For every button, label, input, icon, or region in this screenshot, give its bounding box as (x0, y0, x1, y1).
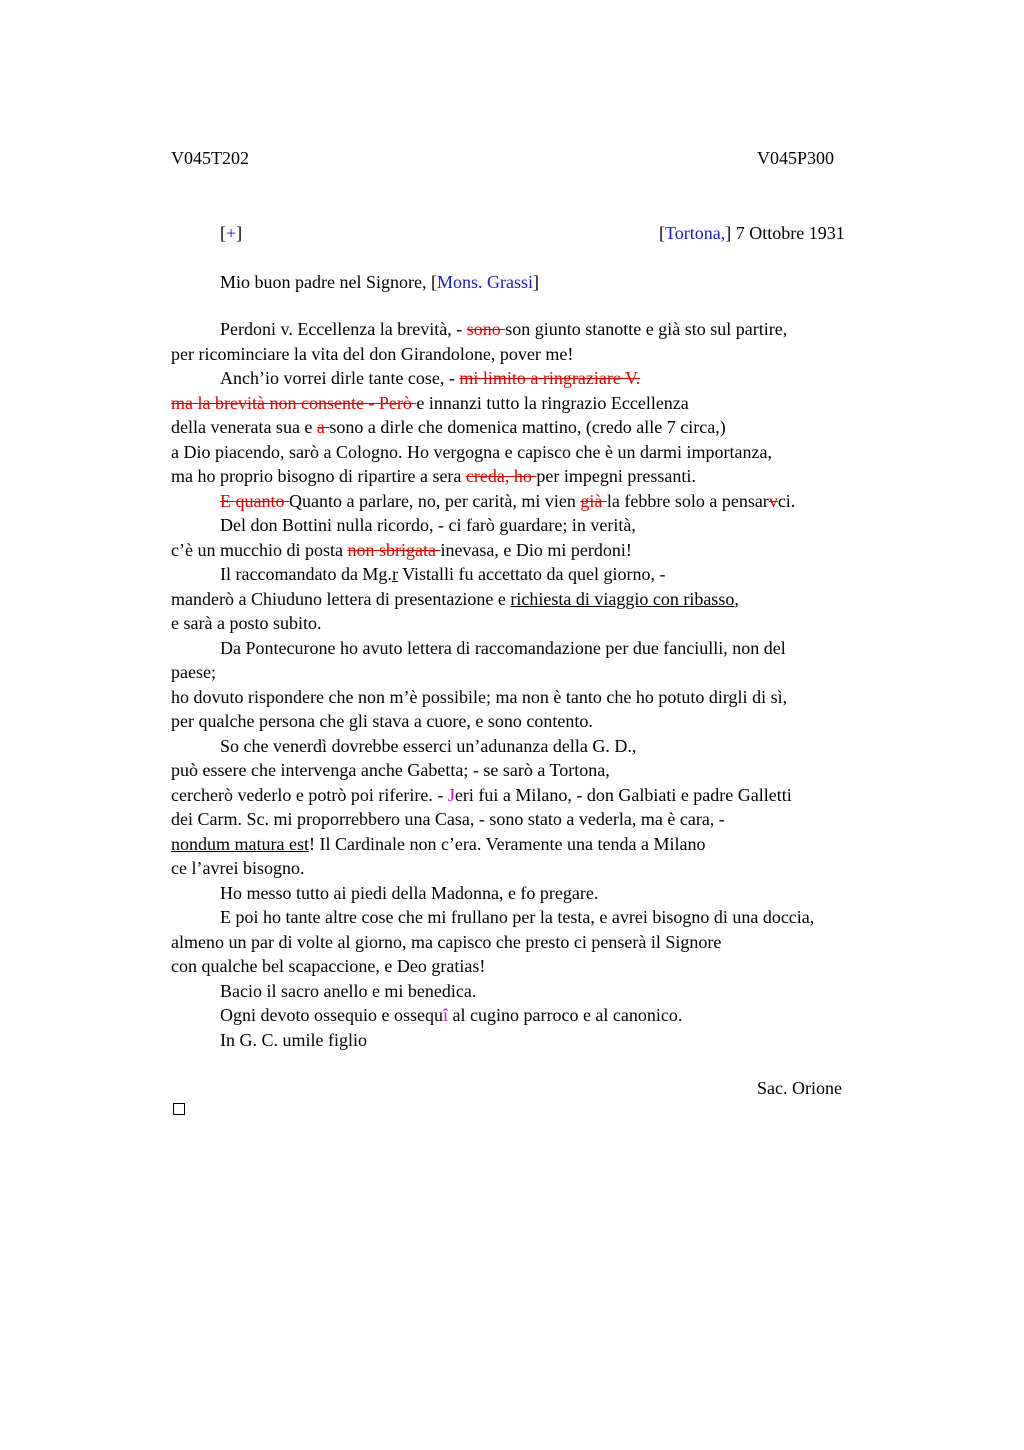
bracket: [ (430, 272, 437, 292)
deletion: E quanto (220, 490, 289, 511)
bracket: ] (236, 223, 243, 243)
place-name: Tortona, (665, 223, 726, 243)
text: sono a dirle che domenica mattino, (credo alle 7 circa,) (329, 417, 726, 437)
text: ci. (777, 490, 796, 511)
checkbox[interactable] (173, 1103, 185, 1115)
deletion: v (768, 490, 778, 511)
letter-body (171, 317, 931, 1052)
line: dei Carm. Sc. mi proporrebbero una Casa, - sono stato a vederla, ma è cara, - (171, 809, 725, 829)
text: della venerata sua e (171, 417, 317, 437)
line (171, 587, 931, 612)
line: Bacio il sacro anello e mi benedica. (220, 980, 477, 1001)
bracket: [ (220, 223, 226, 243)
cross-marker (220, 221, 242, 245)
text: e innanzi tutto la ringrazio Eccellenza (416, 392, 689, 413)
line: Del don Bottini nulla ricordo, - ci farò guardare; in verità, (220, 515, 636, 535)
line: In G. C. umile figlio (220, 1029, 367, 1050)
line: per qualche persona che gli stava a cuore, e sono contento. (171, 711, 593, 731)
cross-symbol: + (226, 223, 237, 243)
deletion: non sbrigata (347, 539, 441, 560)
text: cercherò vederlo e potrò poi riferire. - (171, 784, 448, 805)
deletion: a (316, 417, 330, 437)
text: c’è un mucchio di posta (171, 539, 348, 560)
correction: J (447, 784, 455, 805)
text: ma ho proprio bisogno di ripartire a sera (171, 466, 466, 486)
deletion: ma la brevità non consente - Però (171, 392, 417, 413)
line: e sarà a posto subito. (171, 613, 322, 633)
deletion: già (580, 490, 607, 511)
salutation-text: Mio buon padre nel Signore, (220, 272, 431, 292)
text: Anch’io vorrei dirle tante cose, - (220, 368, 460, 388)
text: al cugino parroco e al canonico. (448, 1005, 683, 1025)
text: ! Il Cardinale non c’era. Veramente una tenda a Milano (308, 833, 706, 854)
line: può essere che intervenga anche Gabetta; - se sarò a Tortona, (171, 760, 610, 780)
line: ce l’avrei bisogno. (171, 858, 305, 878)
line: per ricominciare la vita del don Girandolone, pover me! (171, 343, 574, 364)
text: Perdoni v. Eccellenza la brevità, - (220, 319, 467, 339)
deletion: creda, ho (465, 466, 537, 486)
text: eri fui a Milano, - don Galbiati e padre Galletti (454, 784, 792, 805)
text: Il raccomandato da Mg. (220, 564, 392, 584)
dateline (659, 221, 845, 245)
text: inevasa, e Dio mi perdoni! (440, 539, 632, 560)
text: son giunto stanotte e già sto sul partire, (505, 319, 788, 339)
line: almeno un par di volte al giorno, ma capisco che presto ci penserà il Signore (171, 931, 722, 952)
line: E poi ho tante altre cose che mi frullano per la testa, e avrei bisogno di una doccia, (220, 907, 815, 927)
bracket: ] (725, 223, 732, 243)
document-code-right: V045P300 (757, 148, 835, 168)
line (171, 464, 931, 489)
line (171, 538, 931, 563)
bracket: ] (532, 272, 539, 292)
text: Vistalli fu accettato da quel giorno, - (397, 564, 666, 584)
underlined-text: richiesta di viaggio con ribasso (510, 588, 735, 609)
signature: Sac. Orione (757, 1078, 842, 1098)
line: ho dovuto rispondere che non m’è possibile; ma non è tanto che ho potuto dirgli di sì, (171, 686, 788, 707)
document-code-left: V045T202 (171, 148, 249, 168)
line: Da Pontecurone ho avuto lettera di raccomandazione per due fanciulli, non del (220, 637, 786, 658)
line: So che venerdì dovrebbe esserci un’adunanza della G. D., (220, 735, 637, 756)
text: la febbre solo a pensar (606, 490, 769, 511)
line (171, 366, 931, 391)
deletion: sono (466, 319, 506, 339)
salutation (220, 270, 539, 294)
line (171, 562, 931, 587)
text: Quanto a parlare, no, per carità, mi vien (289, 490, 581, 511)
line (171, 489, 931, 514)
text: , (734, 588, 739, 609)
line (171, 415, 931, 440)
line (171, 391, 931, 416)
text: Ogni devoto ossequio e ossequ (220, 1005, 443, 1025)
underlined-text: r (391, 564, 398, 584)
text: manderò a Chiuduno lettera di presentazione e (171, 588, 511, 609)
line: a Dio piacendo, sarò a Cologno. Ho vergogna e capisco che è un darmi importanza, (171, 441, 772, 462)
line: paese; (171, 662, 216, 682)
line (171, 317, 931, 342)
date: 7 Ottobre 1931 (731, 223, 845, 243)
line (171, 832, 931, 857)
correction: î (442, 1005, 448, 1025)
line: Ho messo tutto ai piedi della Madonna, e fo pregare. (220, 882, 599, 903)
line: con qualche bel scapaccione, e Deo gratias! (171, 956, 486, 976)
line (171, 783, 931, 808)
line (171, 1003, 931, 1028)
bracket: [ (659, 223, 665, 243)
deletion: mi limito a ringraziare V. (459, 368, 641, 388)
underlined-text: nondum matura est (171, 833, 309, 854)
text: per impegni pressanti. (536, 466, 696, 486)
recipient-name: Mons. Grassi (436, 272, 533, 292)
